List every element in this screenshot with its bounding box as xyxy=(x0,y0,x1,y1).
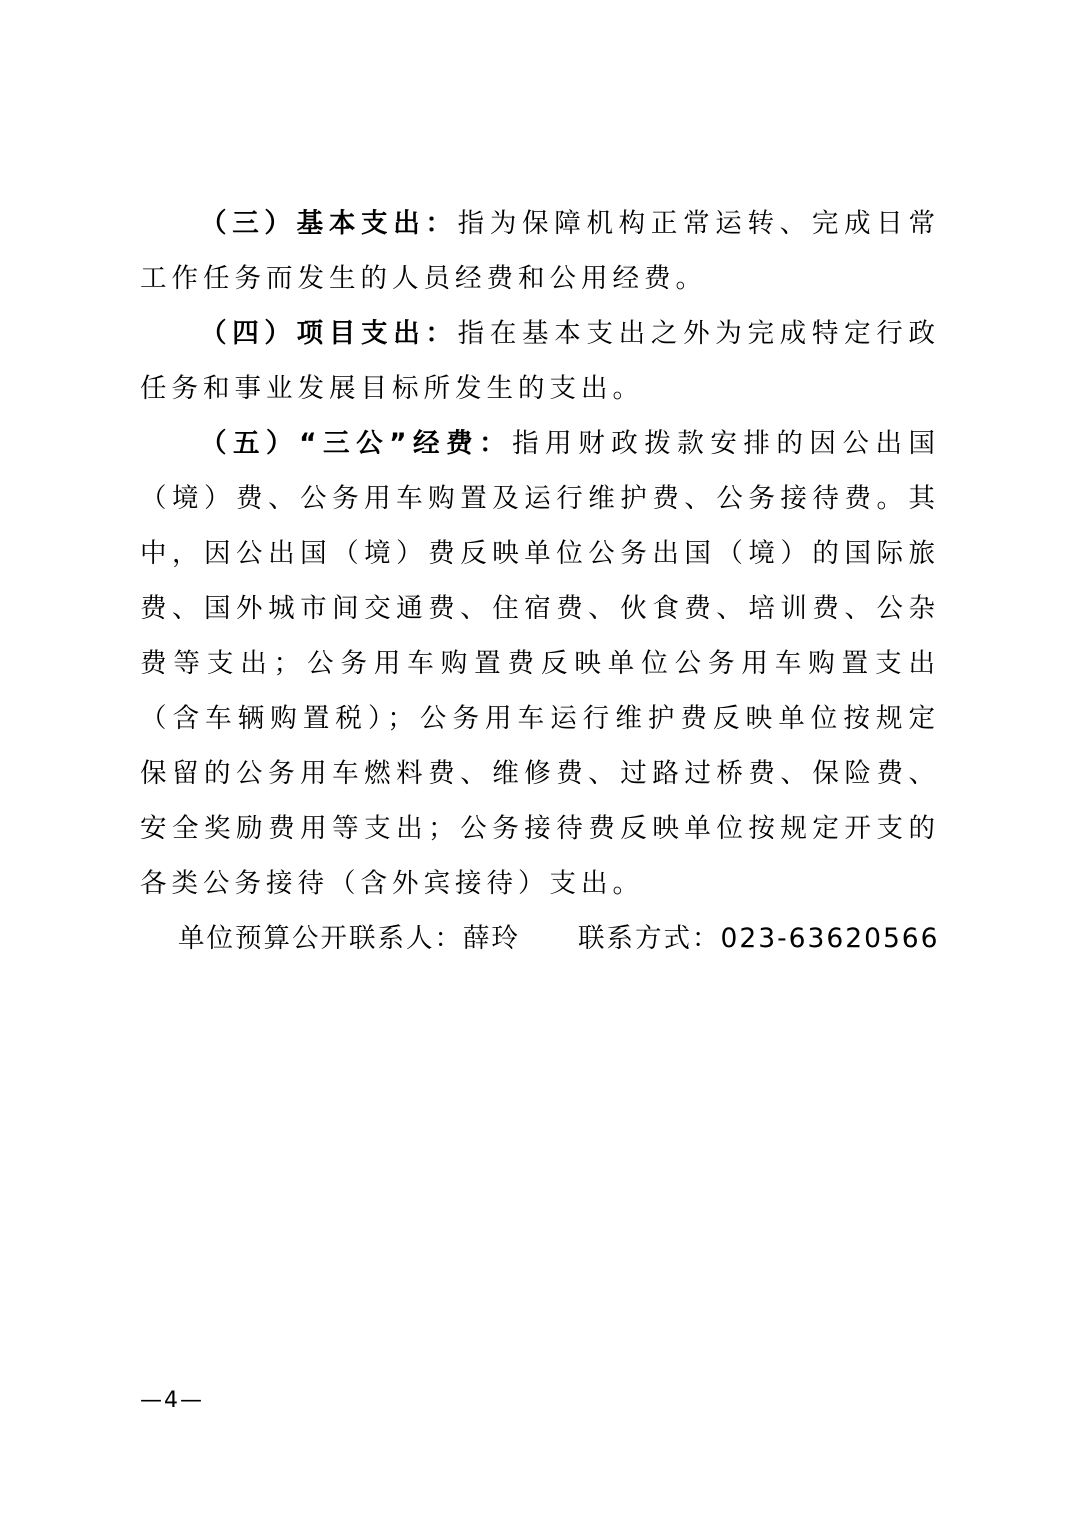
page-number: —4— xyxy=(140,1388,204,1413)
paragraph-project-expenditure xyxy=(140,306,940,416)
contact-person-name: 薛玲 xyxy=(463,923,520,954)
paragraph-heading: （四）项目支出： xyxy=(200,318,458,349)
contact-phone-number: 023-63620566 xyxy=(720,923,940,954)
paragraph-text: 指为保障机构正常运转、完成日常工作任务而发生的人员经费和公用经费。 xyxy=(140,208,941,294)
paragraph-heading: （五）“三公”经费： xyxy=(200,428,513,459)
contact-line xyxy=(140,911,940,966)
paragraph-text: 指在基本支出之外为完成特定行政任务和事业发展目标所发生的支出。 xyxy=(140,318,941,404)
contact-phone-label: 联系方式： xyxy=(578,923,721,954)
paragraph-heading: （三）基本支出： xyxy=(200,208,458,239)
document-body xyxy=(140,196,940,966)
paragraph-text: 指用财政拨款安排的因公出国（境）费、公务用车购置及运行维护费、公务接待费。其中，因公出国（境）费反映单位公务出国（境）的国际旅费、国外城市间交通费、住宿费、伙食费、培训费、公杂费等支出；公务用车购置费反映单位公务用车购置支出（含车辆购置税）；公务用车运行维护费反映单位按规定保留的公务用车燃料费、维修费、过路过桥费、保险费、安全奖励费用等支出；公务接待费反映单位按规定开支的各类公务接待（含外宾接待）支出。 xyxy=(140,428,940,899)
paragraph-basic-expenditure xyxy=(140,196,940,306)
paragraph-three-public-expenses xyxy=(140,416,940,911)
contact-person-label: 单位预算公开联系人： xyxy=(178,923,463,954)
